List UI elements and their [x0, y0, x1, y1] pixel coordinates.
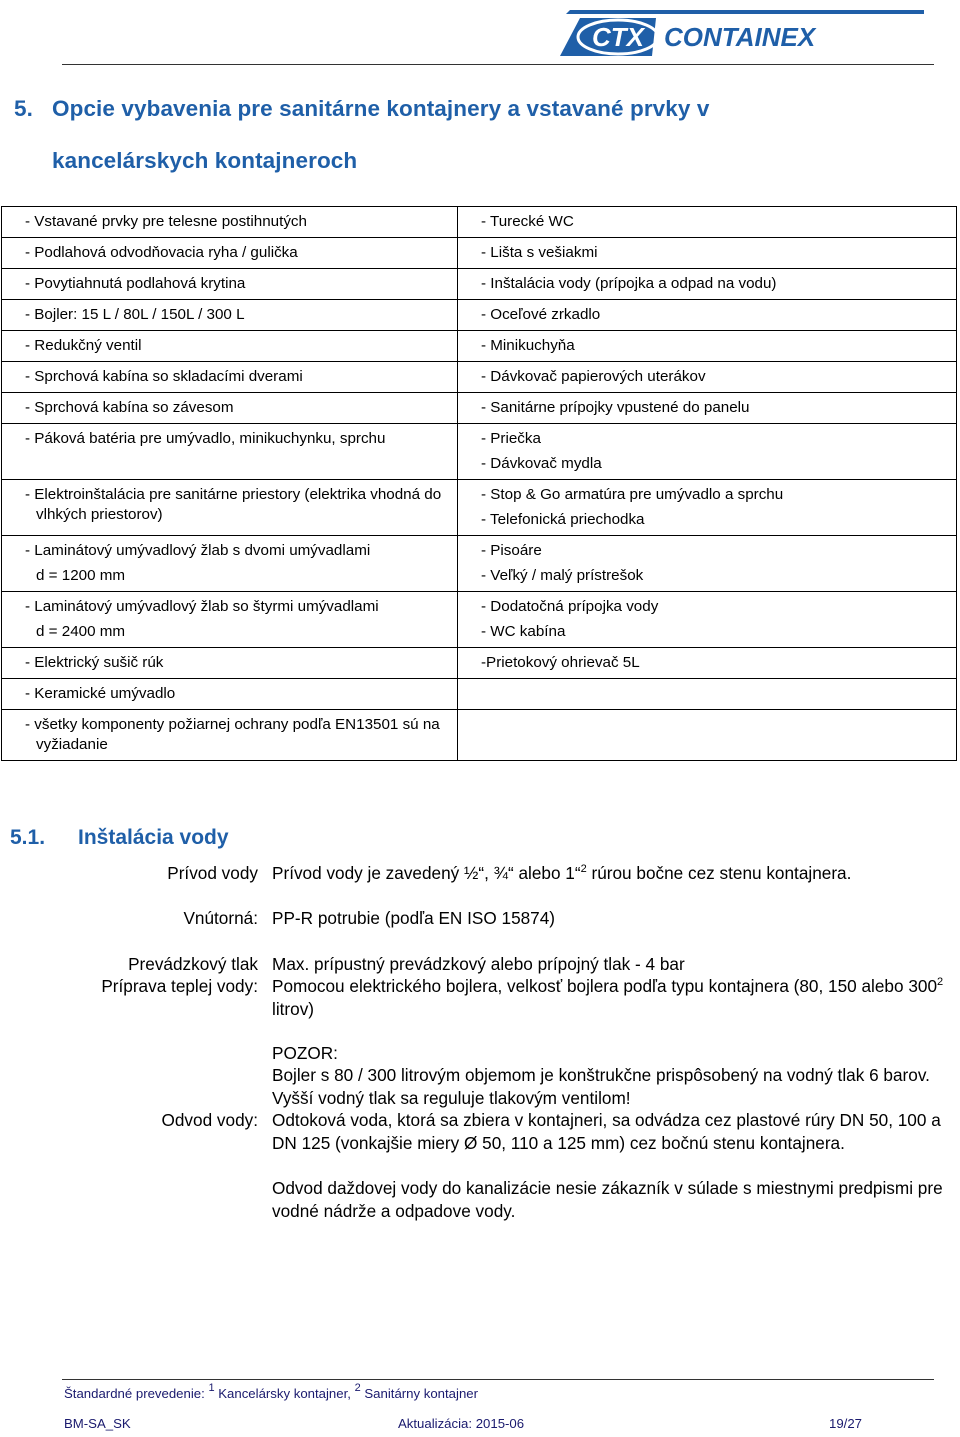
- warning-title: POZOR:: [272, 1043, 338, 1063]
- option-item: - Laminátový umývadlový žlab s dvomi umývadlami: [25, 542, 371, 559]
- pressure-label: Prevádzkový tlak: [128, 954, 258, 974]
- options-row: [2, 648, 957, 679]
- options-cell-left: [2, 536, 458, 592]
- option-item: - WC kabína: [481, 623, 566, 640]
- options-cell-right: [458, 424, 957, 480]
- options-row: [2, 592, 957, 648]
- options-cell-left: [2, 592, 458, 648]
- options-cell-right: [458, 592, 957, 648]
- options-row: [2, 207, 957, 238]
- options-row: [2, 300, 957, 331]
- option-item: - Redukčný ventil: [25, 337, 142, 354]
- drain-label: Odvod vody:: [161, 1110, 258, 1130]
- hotwater-label: Príprava teplej vody:: [101, 976, 258, 996]
- option-item: - Turecké WC: [481, 213, 574, 230]
- options-row: [2, 238, 957, 269]
- pressure-text: Max. prípustný prevádzkový alebo prípojný tlak - 4 bar: [272, 954, 685, 974]
- header-rule: [62, 64, 934, 65]
- options-cell-right: [458, 331, 957, 362]
- option-item: - Stop & Go armatúra pre umývadlo a sprchu: [481, 486, 784, 503]
- options-cell-right: [458, 536, 957, 592]
- options-row: [2, 679, 957, 710]
- section-title-line2: kancelárskych kontajneroch: [52, 148, 358, 173]
- options-cell-left: [2, 238, 458, 269]
- containex-logo: [556, 10, 924, 58]
- option-item: - Bojler: 15 L / 80L / 150L / 300 L: [25, 306, 245, 323]
- options-row: [2, 480, 957, 536]
- options-cell-left: [2, 424, 458, 480]
- options-cell-left: [2, 710, 458, 761]
- supply-text: Prívod vody je zavedený ½“, ¾“ alebo 1“$^2$ rúrou bočne cez stenu kontajnera.: [272, 863, 852, 883]
- option-item: - Elektrický sušič rúk: [25, 654, 164, 671]
- footer-doc-code: BM-SA_SK: [64, 1416, 131, 1431]
- options-cell-right: [458, 393, 957, 424]
- option-item: - Páková batéria pre umývadlo, minikuchynku, sprchu: [25, 430, 386, 447]
- option-item: - Keramické umývadlo: [25, 685, 176, 702]
- option-item: - Pisoáre: [481, 542, 542, 559]
- option-item: - Laminátový umývadlový žlab so štyrmi umývadlami: [25, 598, 379, 615]
- options-row: [2, 393, 957, 424]
- options-cell-right: [458, 648, 957, 679]
- supply-label: Prívod vody: [167, 863, 258, 883]
- option-item: - Inštalácia vody (prípojka a odpad na vodu): [481, 275, 777, 292]
- subsection-number: 5.1.: [10, 826, 46, 849]
- options-cell-left: [2, 331, 458, 362]
- drain-text: Odtoková voda, ktorá sa zbiera v kontajneri, sa odvádza cez plastové rúry DN 50, 100 a DN 125 (vonkajšie miery Ø 50, 110 a 125 mm) cez bočnú stenu kontajnera.: [272, 1110, 941, 1153]
- section-number: 5.: [14, 96, 33, 121]
- option-item: - Dávkovač papierových uterákov: [481, 368, 706, 385]
- option-item: d = 2400 mm: [36, 623, 126, 640]
- options-cell-right: [458, 269, 957, 300]
- options-cell-left: [2, 480, 458, 536]
- option-item: - Sprchová kabína so skladacími dverami: [25, 368, 303, 385]
- internal-text: PP-R potrubie (podľa EN ISO 15874): [272, 908, 556, 928]
- options-row: [2, 331, 957, 362]
- options-table: [1, 206, 957, 761]
- options-cell-left: [2, 300, 458, 331]
- option-item: - Lišta s vešiakmi: [481, 244, 598, 261]
- warning-text: Bojler s 80 / 300 litrovým objemom je konštrukčne prispôsobený na vodný tlak 6 barov. Vyšší vodný tlak sa reguluje tlakovým ventilom!: [272, 1065, 930, 1108]
- options-cell-right: [458, 679, 957, 710]
- rain-text: Odvod daždovej vody do kanalizácie nesie zákazník v súlade s miestnymi predpismi pre vodné nádrže a odpadove vody.: [272, 1178, 943, 1221]
- option-item: - Telefonická priechodka: [481, 511, 645, 528]
- options-cell-left: [2, 679, 458, 710]
- footer-note: Štandardné prevedenie: $^1$ Kancelársky kontajner, $^2$ Sanitárny kontajner: [64, 1382, 479, 1401]
- footer-rule: [62, 1379, 934, 1380]
- option-item: - Sanitárne prípojky vpustené do panelu: [481, 399, 750, 416]
- option-item: - Povytiahnutá podlahová krytina: [25, 275, 246, 292]
- footer-date: Aktualizácia: 2015-06: [398, 1416, 525, 1431]
- options-cell-left: [2, 362, 458, 393]
- option-item: - Vstavané prvky pre telesne postihnutých: [25, 213, 307, 230]
- options-row: [2, 536, 957, 592]
- option-item: - Priečka: [481, 430, 541, 447]
- option-item: - Minikuchyňa: [481, 337, 575, 354]
- internal-label: Vnútorná:: [183, 908, 258, 928]
- logo-text: CONTAINEX: [664, 22, 816, 52]
- option-item: - Dávkovač mydla: [481, 455, 602, 472]
- options-cell-right: [458, 710, 957, 761]
- subsection-title: Inštalácia vody: [78, 826, 229, 849]
- footer-page-number: 19/27: [829, 1416, 863, 1431]
- option-item: - Podlahová odvodňovacia ryha / gulička: [25, 244, 298, 261]
- options-cell-left: [2, 393, 458, 424]
- option-item: d = 1200 mm: [36, 567, 126, 584]
- section-title-line1: Opcie vybavenia pre sanitárne kontajnery a vstavané prvky v: [52, 96, 710, 121]
- option-item: - Veľký / malý prístrešok: [481, 567, 644, 584]
- options-row: [2, 362, 957, 393]
- options-cell-right: [458, 362, 957, 393]
- options-cell-left: [2, 648, 458, 679]
- option-item: - Elektroinštalácia pre sanitárne priestory (elektrika vhodná do vlhkých priestorov): [25, 486, 442, 523]
- option-item: -Prietokový ohrievač 5L: [481, 654, 640, 671]
- options-row: [2, 269, 957, 300]
- option-item: - Oceľové zrkadlo: [481, 306, 601, 323]
- options-cell-left: [2, 207, 458, 238]
- option-item: - všetky komponenty požiarnej ochrany podľa EN13501 sú na vyžiadanie: [25, 716, 440, 753]
- options-row: [2, 710, 957, 761]
- option-item: - Dodatočná prípojka vody: [481, 598, 659, 615]
- options-cell-left: [2, 269, 458, 300]
- options-cell-right: [458, 238, 957, 269]
- options-cell-right: [458, 480, 957, 536]
- hotwater-text: Pomocou elektrického bojlera, velkosť bojlera podľa typu kontajnera (80, 150 alebo $300^2$ litrov): [272, 976, 944, 1019]
- option-item: - Sprchová kabína so závesom: [25, 399, 234, 416]
- options-cell-right: [458, 300, 957, 331]
- options-row: [2, 424, 957, 480]
- options-cell-right: [458, 207, 957, 238]
- logo-mark: CTX: [592, 22, 644, 52]
